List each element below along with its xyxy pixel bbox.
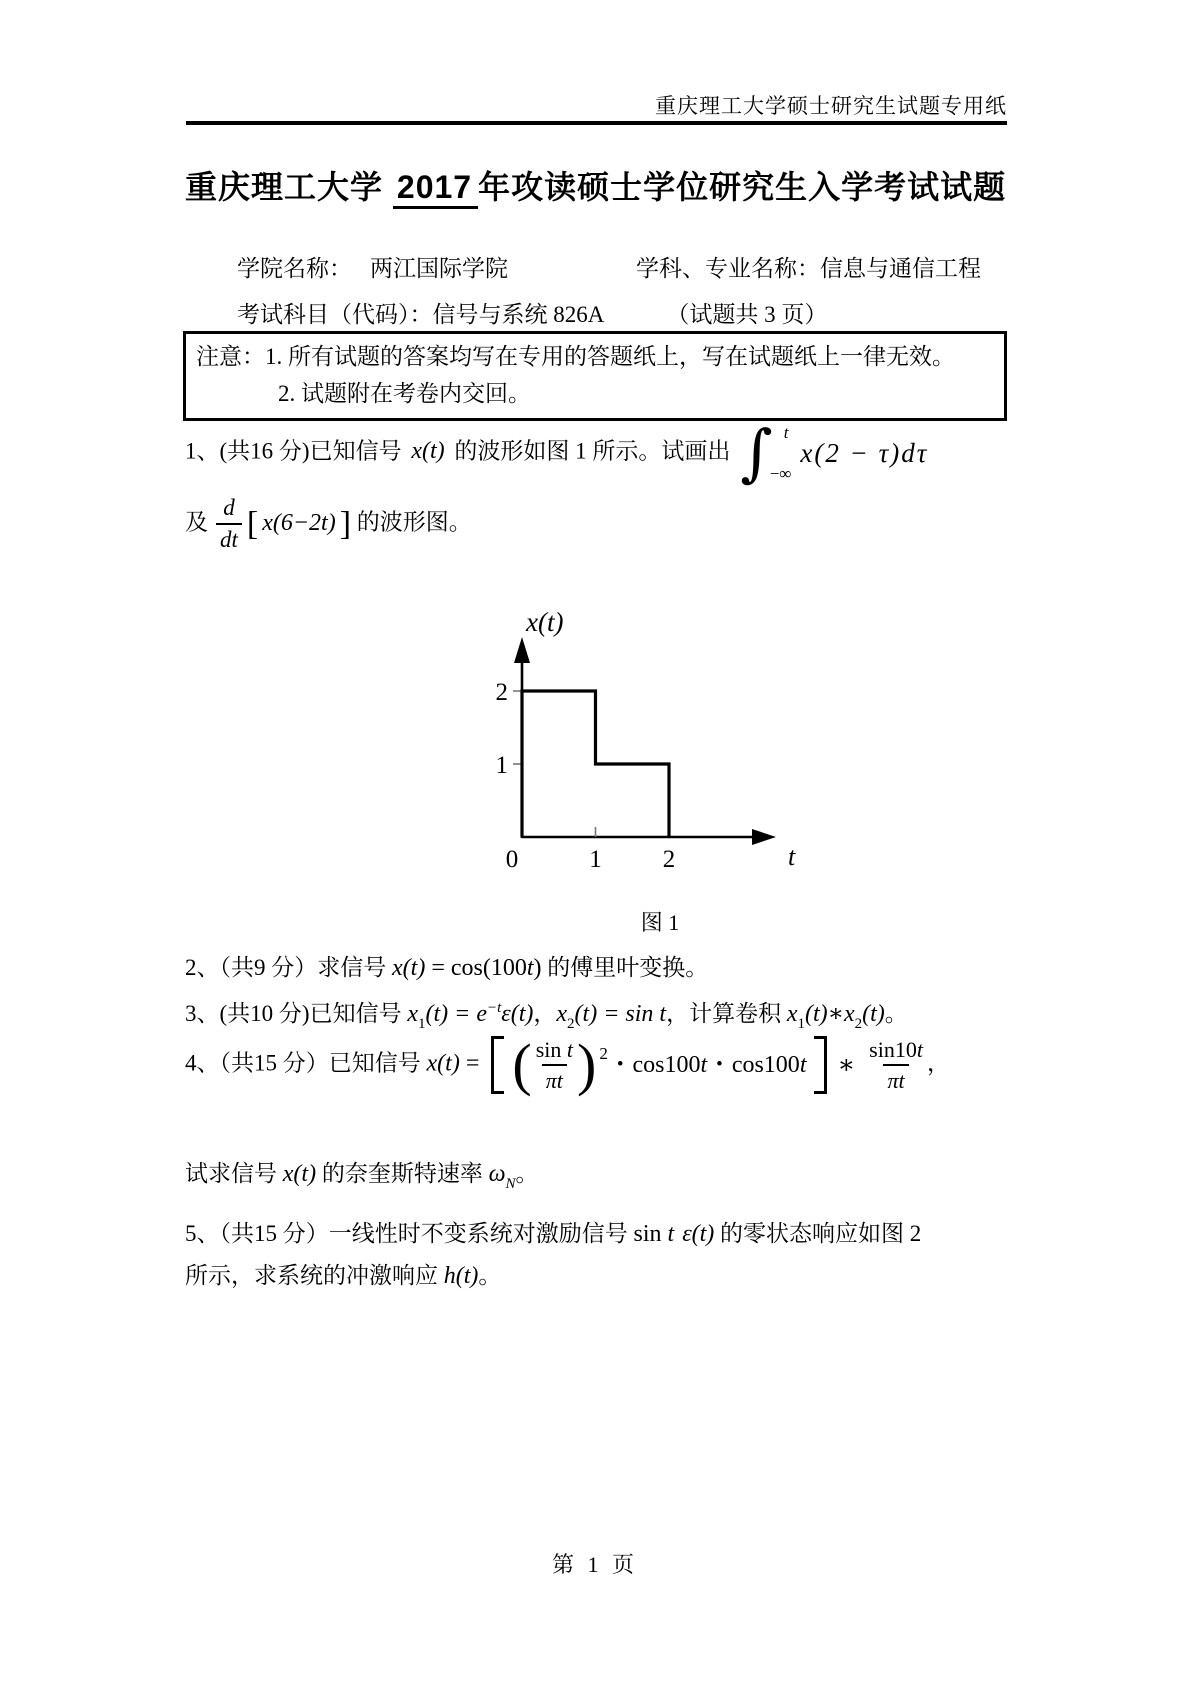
q3-x2: x bbox=[556, 1001, 568, 1027]
q2-tail: 的傅里叶变换。 bbox=[541, 955, 709, 980]
q3-x2-sub: 2 bbox=[567, 1016, 575, 1032]
omega-symbol: ω bbox=[488, 1161, 506, 1187]
subject-label: 考试科目（代码）： bbox=[237, 302, 433, 327]
q4-cos2-t: t bbox=[799, 1052, 807, 1078]
right-square-bracket: ] bbox=[339, 505, 352, 543]
omega-sub: N bbox=[505, 1176, 516, 1192]
major-value: 信息与通信工程 bbox=[820, 256, 981, 281]
integral-upper-limit: t bbox=[783, 423, 789, 442]
title-year-underlined: 2017 bbox=[393, 169, 478, 209]
question-4 bbox=[185, 1032, 950, 1098]
svg-text:1: 1 bbox=[495, 752, 508, 779]
info-line-2 bbox=[237, 296, 827, 329]
q3-conv-x1: x bbox=[786, 1001, 798, 1027]
school-label: 学院名称： bbox=[237, 256, 352, 281]
q2-t: t bbox=[526, 955, 534, 981]
q3-x1: x bbox=[407, 1001, 418, 1027]
svg-text:x(t): x(t) bbox=[526, 607, 564, 637]
svg-text:2: 2 bbox=[495, 679, 508, 706]
q3-conv-mid: (t)∗x bbox=[804, 1001, 855, 1027]
q4-bracketed-expression bbox=[491, 1032, 827, 1098]
q2-equals: = bbox=[425, 955, 451, 981]
q4-xt: x(t) bbox=[426, 1050, 460, 1077]
header-note: 重庆理工大学硕士研究生试题专用纸 bbox=[655, 94, 1007, 118]
school-value: 两江国际学院 bbox=[370, 256, 508, 281]
page-number: 第 1 页 bbox=[551, 1552, 638, 1577]
q3-conv-x1-sub: 1 bbox=[797, 1016, 805, 1032]
subject-value: 信号与系统 826A bbox=[432, 302, 605, 327]
big-right-paren: ) bbox=[577, 1032, 597, 1098]
header-rule bbox=[186, 121, 1007, 125]
question-5-line-2 bbox=[185, 1258, 501, 1294]
q4-cos1: cos100 bbox=[632, 1052, 701, 1078]
sin-var: t bbox=[566, 1037, 573, 1062]
q4-sinc10-fraction bbox=[865, 1036, 927, 1094]
question-4-tail bbox=[185, 1156, 539, 1202]
q4-comma: ， bbox=[926, 1050, 950, 1076]
q3-exp: −t bbox=[486, 1000, 502, 1016]
fraction-numerator bbox=[865, 1036, 927, 1064]
q4-cos2: cos100 bbox=[731, 1052, 800, 1078]
fraction-numerator bbox=[532, 1036, 577, 1064]
q5-tail: 的零状态响应如图 2 bbox=[714, 1221, 922, 1246]
q3-comma: ， bbox=[533, 1001, 557, 1026]
svg-text:2: 2 bbox=[662, 846, 676, 873]
notice-box bbox=[183, 331, 1007, 421]
fraction-denominator: πt bbox=[542, 1064, 567, 1095]
q3-mid: ，计算卷积 bbox=[666, 1001, 787, 1026]
notice-line-2: 2. 试题附在考卷内交回。 bbox=[278, 381, 531, 406]
q5-line2-end: 。 bbox=[478, 1263, 502, 1288]
q4-tail-pre: 试求信号 bbox=[185, 1161, 283, 1186]
integral-lower-limit: −∞ bbox=[769, 464, 792, 483]
q1-line2-post: 的波形图。 bbox=[351, 509, 472, 535]
svg-text:0: 0 bbox=[505, 846, 519, 873]
q5-t: t bbox=[667, 1221, 675, 1247]
fraction-denominator: dt bbox=[216, 523, 242, 555]
q2-lead: 2、（共9 分）求信号 bbox=[185, 955, 392, 980]
fraction-numerator: d bbox=[223, 495, 235, 520]
integral-limits bbox=[769, 423, 792, 483]
q5-line2-pre: 所示，求系统的冲激响应 bbox=[185, 1263, 444, 1288]
q3-lead: 3、(共10 分)已知信号 bbox=[185, 1001, 408, 1026]
q1-line2-pre: 及 bbox=[185, 509, 208, 535]
q4-sinc-fraction bbox=[532, 1036, 577, 1094]
left-square-bracket: [ bbox=[246, 505, 259, 543]
q1-integral bbox=[740, 415, 929, 489]
question-2 bbox=[185, 950, 708, 986]
title-pre: 重庆理工大学 bbox=[185, 169, 393, 205]
q5-lead: 5、（共15 分）一线性时不变系统对激励信号 bbox=[185, 1221, 634, 1246]
page-title bbox=[185, 162, 1005, 208]
fraction-denominator: πt bbox=[883, 1064, 908, 1095]
q4-power: 2 bbox=[599, 1044, 608, 1063]
q1-signal: x(t) bbox=[411, 438, 445, 465]
q1-lead: 1、(共16 分)已知信号 bbox=[185, 438, 408, 464]
big-left-paren: ( bbox=[512, 1032, 532, 1098]
q2-paren: ) bbox=[533, 955, 542, 981]
multiply-dot-icon: • bbox=[716, 1054, 723, 1075]
q2-xt: x(t) bbox=[392, 955, 426, 981]
q4-lead: 4、（共15 分）已知信号 bbox=[185, 1050, 427, 1076]
question-1-line-2 bbox=[185, 494, 472, 555]
q4-tail-mid: 的奈奎斯特速率 bbox=[316, 1161, 489, 1186]
q5-epsilon: ε(t) bbox=[682, 1221, 715, 1247]
q3-conv-end: (t) bbox=[862, 1001, 885, 1027]
question-5-line-1 bbox=[185, 1216, 921, 1252]
svg-text:1: 1 bbox=[589, 846, 602, 873]
pages-note: （试题共 3 页） bbox=[666, 302, 828, 327]
q3-x1-rest: (t) = e bbox=[425, 1001, 487, 1027]
question-3 bbox=[185, 990, 908, 1042]
question-1-line-1 bbox=[185, 415, 929, 489]
figure1-chart bbox=[440, 595, 840, 895]
q3-period: 。 bbox=[884, 1001, 908, 1026]
major-label: 学科、专业名称： bbox=[636, 256, 820, 281]
q3-epsilon: ε(t) bbox=[501, 1001, 534, 1027]
sin-fn: sin bbox=[535, 1037, 567, 1062]
big-left-bracket-icon bbox=[491, 1036, 504, 1094]
sin10-fn: sin10 bbox=[869, 1037, 917, 1062]
sin10-var: t bbox=[916, 1037, 923, 1062]
q1-derivative-arg: x(6−2t) bbox=[262, 509, 336, 536]
q4-equals: = bbox=[459, 1050, 486, 1077]
integral-body: x(2 − τ)dτ bbox=[800, 438, 929, 468]
q2-cos: cos(100 bbox=[450, 955, 527, 981]
convolution-star: ∗ bbox=[837, 1050, 856, 1079]
q1-derivative-fraction bbox=[216, 494, 242, 555]
notice-line-1: 注意：1. 所有试题的答案均写在专用的答题纸上，写在试题纸上一律无效。 bbox=[196, 344, 955, 369]
q4-tail-xt: x(t) bbox=[282, 1161, 317, 1187]
svg-text:t: t bbox=[788, 842, 796, 871]
q1-mid: 的波形如图 1 所示。试画出 bbox=[448, 438, 731, 464]
q4-tail-end: 。 bbox=[515, 1161, 539, 1186]
q3-x1-sub: 1 bbox=[417, 1016, 426, 1032]
figure1-caption: 图 1 bbox=[640, 910, 680, 935]
title-post: 年攻读硕士学位研究生入学考试试题 bbox=[478, 169, 1007, 205]
q4-cos1-t: t bbox=[700, 1052, 708, 1078]
q3-conv-x2-sub: 2 bbox=[854, 1016, 863, 1032]
q3-x2-rest: (t) = sin t bbox=[574, 1001, 667, 1027]
big-right-bracket-icon bbox=[814, 1036, 827, 1094]
info-line-1 bbox=[237, 250, 981, 283]
multiply-dot-icon: • bbox=[616, 1054, 624, 1075]
q5-sin: sin bbox=[633, 1221, 668, 1247]
q5-ht: h(t) bbox=[443, 1263, 479, 1289]
integral-sign: ∫ bbox=[740, 415, 773, 489]
